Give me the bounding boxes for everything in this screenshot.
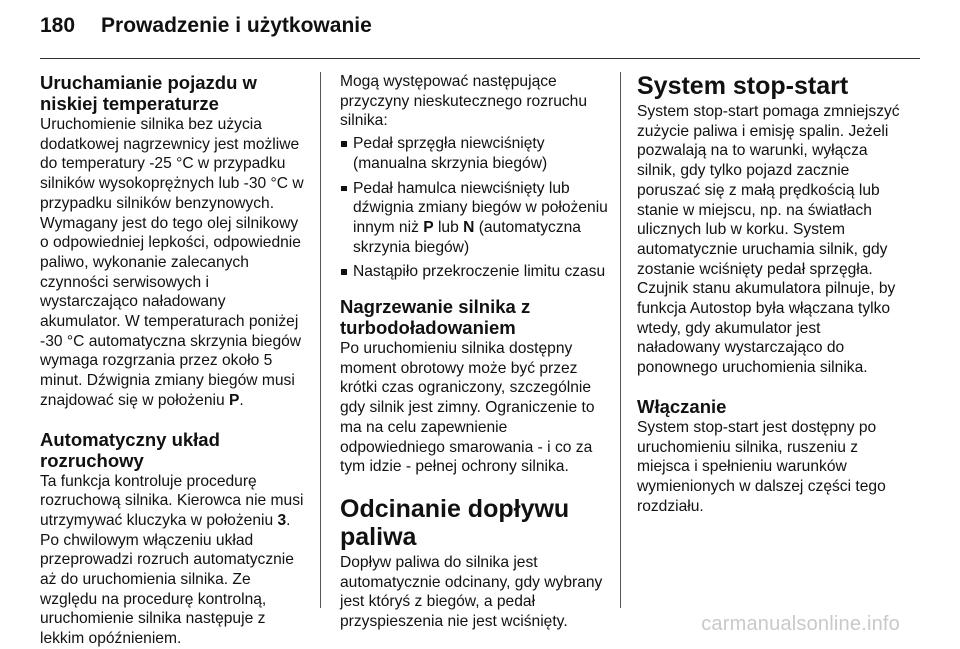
list-item: Nastąpiło przekroczenie limitu czasu — [340, 262, 608, 282]
section-heading-stop-start: System stop-start — [637, 72, 849, 100]
page-header — [40, 14, 920, 38]
section-text-turbo: Po uruchomieniu silnika dostępny moment obrotowy może być przez krótki czas ograniczony, szczególnie gdy silnik jest zimny. Ograniczenie to ma na celu zapewnienie odpowiedniego smarowania - i co za tym idzie - pełnej ochrony silnika. — [340, 340, 595, 476]
section-heading-fuel-cutoff: Odcinanie dopływu paliwa — [340, 494, 570, 551]
page-number: 180 — [40, 14, 76, 37]
section-text-enabling: System stop-start jest dostępny po uruchomieniu silnika, ruszeniu z miejsca i spełnieniu warunków wymienionych w dalszej części tego rozdziału. — [637, 418, 886, 515]
watermark: carmanualsonline.info — [701, 613, 900, 635]
section-text-fuel-cutoff: Dopływ paliwa do silnika jest automatycznie odcinany, gdy wybrany jest któryś z biegów, a pedał przyspieszenia nie jest wciśnięty. — [340, 553, 603, 631]
column-middle — [340, 72, 608, 631]
section-heading-auto-start: Automatyczny układ rozruchowy — [40, 428, 220, 471]
column-divider-1 — [320, 72, 321, 608]
section-heading-cold-start: Uruchamianie pojazdu w niskiej temperaturze — [40, 72, 257, 114]
section-text-stop-start: System stop-start pomaga zmniejszyć zużycie paliwa i emisję spalin. Jeżeli pozwalają na to warunki, wyłącza silnik, gdy tylko pojazd zacznie poruszać się z małą prędkością lub stanie w miejscu, np. na światłach ulicznych lub w korku. System automatycznie uruchamia silnik, gdy zostanie wciśnięty pedał sprzęgła. Czujnik stanu akumulatora pilnuje, by funkcja Autostop była włączana tylko wtedy, gdy akumulator jest naładowany wystarczająco do ponownego uruchomienia silnika. — [637, 103, 900, 377]
section-text-auto-start: Ta funkcja kontroluje procedurę rozruchową silnika. Kierowca nie musi utrzymywać kluczyka w położeniu 3. Po chwilowym włączeniu układ przeprowadzi rozruch automatycznie aż do uruchomienia silnika. Ze względu na procedurę kontrolną, uruchomienie silnika następuje z lekkim opóźnieniem. — [40, 472, 304, 648]
list-item: Pedał sprzęgła niewciśnięty (manualna skrzynia biegów) — [340, 134, 608, 173]
section-heading-enabling: Włączanie — [637, 395, 727, 417]
failed-start-list — [340, 134, 608, 282]
column-divider-2 — [620, 72, 621, 608]
page-title: Prowadzenie i użytkowanie — [101, 14, 372, 37]
header-divider — [40, 58, 920, 59]
column-right — [637, 72, 907, 606]
list-item: Pedał hamulca niewciśnięty lub dźwignia zmiany biegów w położeniu innym niż P lub N (automatyczna skrzynia biegów) — [340, 179, 608, 258]
failed-start-intro: Mogą występować następujące przyczyny nieskutecznego rozruchu silnika: — [340, 73, 588, 130]
section-text-cold-start: Uruchomienie silnika bez użycia dodatkowej nagrzewnicy jest możliwe do temperatury -25 °C w przypadku silników wysokoprężnych lub -30 °C w przypadku silników benzynowych. Wymagany jest do tego olej silnikowy o odpowiedniej lepkości, odpowiednie paliwo, wykonanie zalecanych czynności serwisowych i wystarczająco naładowany akumulator. W temperaturach poniżej -30 °C automatyczna skrzynia biegów wymaga rozgrzania przez około 5 minut. Dźwignia zmiany biegów musi znajdować się w położeniu P. — [40, 116, 304, 409]
column-left — [40, 72, 308, 648]
section-heading-turbo: Nagrzewanie silnika z turbodoładowaniem — [340, 296, 531, 339]
